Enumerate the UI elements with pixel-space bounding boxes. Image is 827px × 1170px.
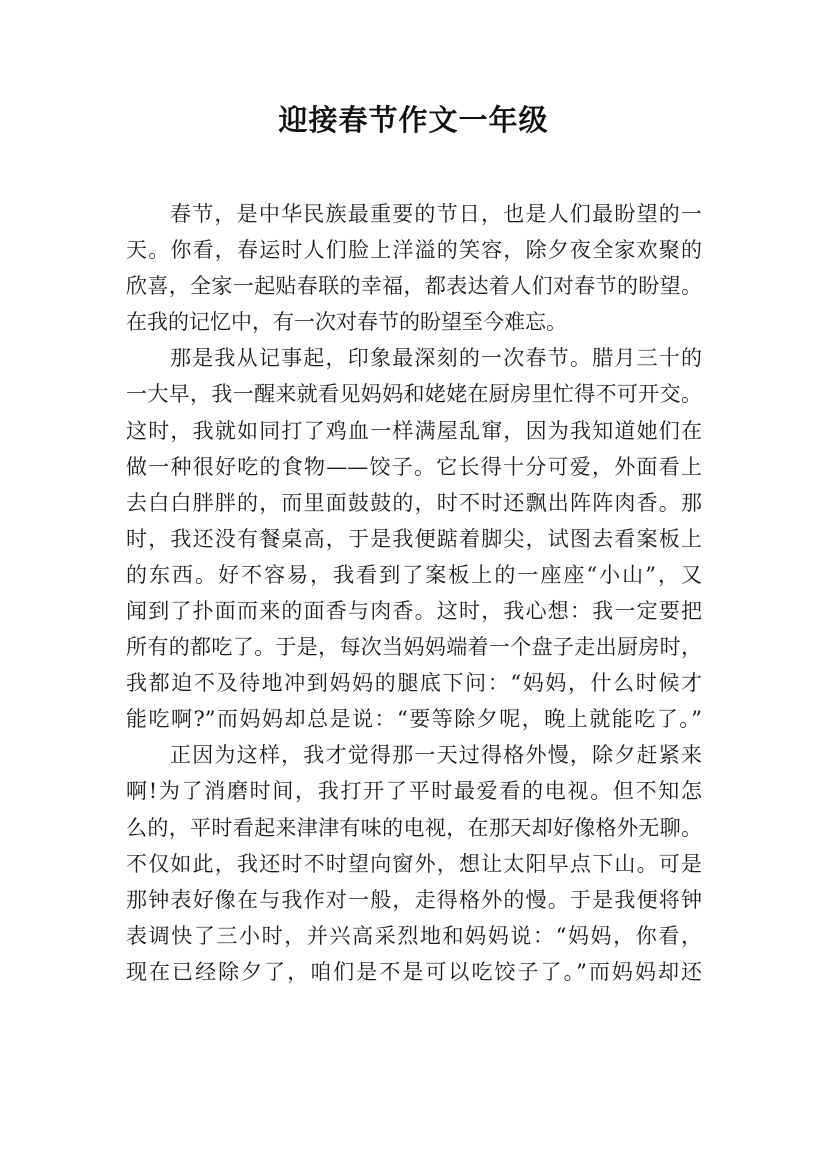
- paragraph-line: 那是我从记事起，印象最深刻的一次春节。腊月三十的: [170, 346, 702, 370]
- document-title: 迎接春节作文一年级: [278, 103, 549, 137]
- paragraph-line: 不仅如此，我还时不时望向窗外，想让太阳早点下山。可是: [126, 852, 702, 876]
- paragraph-line: 春节，是中华民族最重要的节日，也是人们最盼望的一: [170, 202, 702, 226]
- paragraph-line: 闻到了扑面而来的面香与肉香。这时，我心想：我一定要把: [126, 599, 702, 623]
- paragraph-line: 时，我还没有餐桌高，于是我便踮着脚尖，试图去看案板上: [126, 527, 702, 551]
- paragraph-line: 那钟表好像在与我作对一般，走得格外的慢。于是我便将钟: [126, 888, 702, 912]
- paragraph-line: 欣喜，全家一起贴春联的幸福，都表达着人们对春节的盼望。: [126, 274, 702, 298]
- paragraph-line: 所有的都吃了。于是，每次当妈妈端着一个盘子走出厨房时，: [126, 635, 702, 659]
- paragraph-line: 表调快了三小时，并兴高采烈地和妈妈说：“妈妈，你看，: [126, 924, 702, 948]
- paragraph-line: 能吃啊?”而妈妈却总是说：“要等除夕呢，晚上就能吃了。”: [126, 707, 702, 731]
- paragraph-line: 的东西。好不容易，我看到了案板上的一座座“小山”，又: [126, 563, 702, 587]
- paragraph-line: 一大早，我一醒来就看见妈妈和姥姥在厨房里忙得不可开交。: [126, 382, 702, 406]
- paragraph-line: 去白白胖胖的，而里面鼓鼓的，时不时还飘出阵阵肉香。那: [126, 491, 702, 515]
- paragraph-line: 正因为这样，我才觉得那一天过得格外慢，除夕赶紧来: [170, 743, 702, 767]
- paragraph-line: 我都迫不及待地冲到妈妈的腿底下问：“妈妈，什么时候才: [126, 671, 702, 695]
- paragraph-line: 么的，平时看起来津津有味的电视，在那天却好像格外无聊。: [126, 816, 702, 840]
- paragraph-line: 啊!为了消磨时间，我打开了平时最爱看的电视。但不知怎: [126, 779, 702, 803]
- paragraph-line: 天。你看，春运时人们脸上洋溢的笑容，除夕夜全家欢聚的: [126, 238, 702, 262]
- paragraph-line: 在我的记忆中，有一次对春节的盼望至今难忘。: [126, 310, 567, 334]
- paragraph-line: 现在已经除夕了，咱们是不是可以吃饺子了。”而妈妈却还: [126, 960, 702, 984]
- paragraph-line: 做一种很好吃的食物——饺子。它长得十分可爱，外面看上: [126, 455, 702, 479]
- paragraph-line: 这时，我就如同打了鸡血一样满屋乱窜，因为我知道她们在: [126, 419, 702, 443]
